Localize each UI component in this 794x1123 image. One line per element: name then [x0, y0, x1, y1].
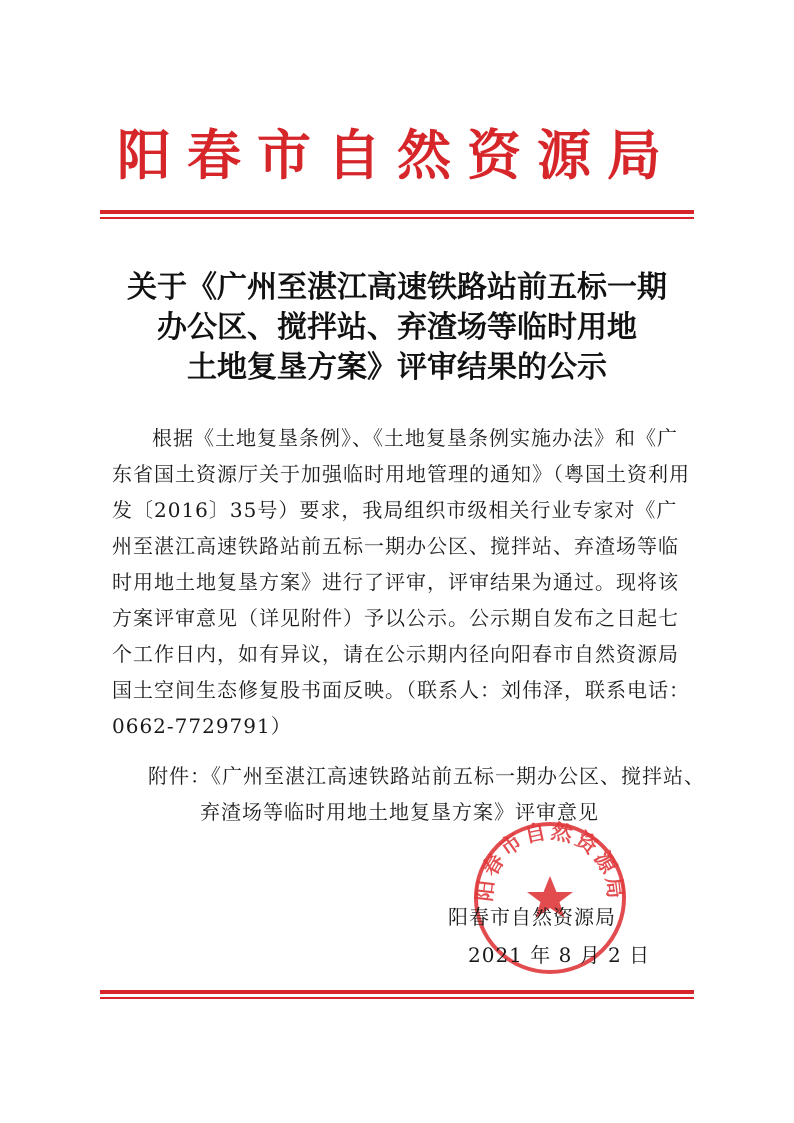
notice-body: [112, 420, 697, 744]
notice-title: [90, 268, 704, 388]
signature-date: 2021 年 8 月 2 日: [468, 943, 651, 967]
footer-rule-thin: [100, 997, 694, 999]
seal-text: 阳春市自然资源局: [471, 818, 629, 903]
agency-masthead: 阳春市自然资源局: [117, 123, 677, 187]
attachment-line-2: 弃渣场等临时用地土地复垦方案》评审意见: [200, 800, 599, 824]
notice-title-line-2: 办公区、搅拌站、弃渣场等临时用地: [157, 310, 637, 345]
header-rule-thin: [100, 217, 694, 219]
notice-body-paragraph: 根据《土地复垦条例》、《土地复垦条例实施办法》和《广东省国土资源厅关于加强临时用地管理的通知》（粤国土资利用发〔2016〕35号）要求，我局组织市级相关行业专家对《广州至湛江高速铁路站前五标一期办公区、搅拌站、弃渣场等临时用地土地复垦方案》进行了评审，评审结果为通过。现将该方案评审意见（详见附件）予以公示。公示期自发布之日起七个工作日内，如有异议，请在公示期内径向阳春市自然资源局国土空间生态修复股书面反映。（联系人：刘伟泽，联系电话：0662-7729791）: [112, 426, 690, 738]
signature-organization: 阳春市自然资源局: [448, 905, 616, 929]
header-rule-thick: [100, 210, 694, 214]
notice-title-line-3: 土地复垦方案》评审结果的公示: [187, 350, 607, 385]
notice-title-line-1: 关于《广州至湛江高速铁路站前五标一期: [127, 270, 667, 305]
attachment-line-1: 附件：《广州至湛江高速铁路站前五标一期办公区、搅拌站、: [148, 764, 705, 788]
footer-rule-thick: [100, 990, 694, 994]
